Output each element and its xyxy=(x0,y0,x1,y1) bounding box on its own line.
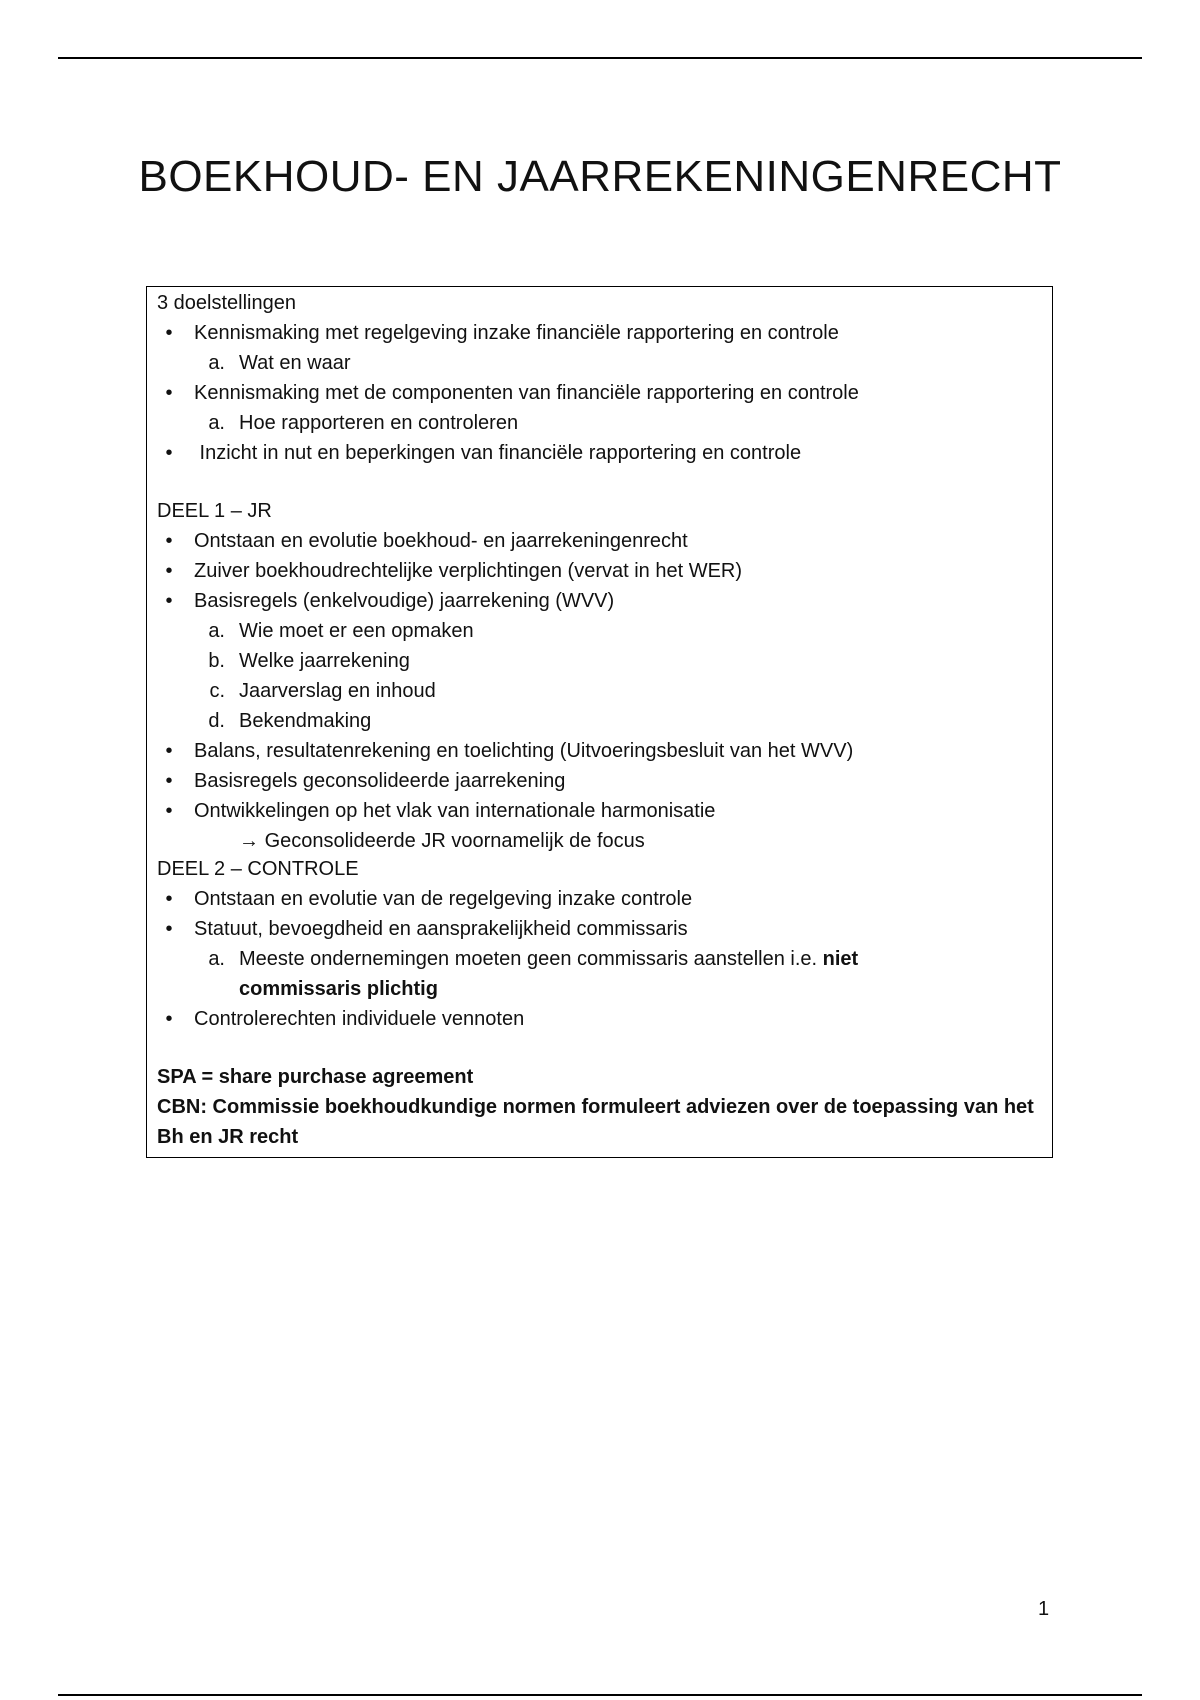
list-item xyxy=(157,884,1042,914)
arrow-note-line xyxy=(239,826,645,856)
list-item-text: Controlerechten individuele vennoten xyxy=(194,1008,525,1030)
summary-box xyxy=(146,286,1053,1158)
list-item-text: Ontwikkelingen op het vlak van internationale harmonisatie xyxy=(194,800,716,822)
top-rule xyxy=(58,57,1142,59)
intro-heading: 3 doelstellingen xyxy=(157,292,296,314)
spa-note: SPA = share purchase agreement xyxy=(157,1066,474,1088)
document-title: BOEKHOUD- EN JAARREKENINGENRECHT xyxy=(138,152,1062,201)
list-item xyxy=(157,766,1042,796)
sub-item xyxy=(157,944,1042,1004)
list-item-text: Balans, resultatenrekening en toelichting (Uitvoeringsbesluit van het WVV) xyxy=(194,740,854,762)
sub-item-text: Hoe rapporteren en controleren xyxy=(239,412,519,434)
sub-item-letter: d. xyxy=(208,710,225,732)
list-item-text: Zuiver boekhoudrechtelijke verplichtingen (vervat in het WER) xyxy=(194,560,743,582)
sub-item-letter: a. xyxy=(208,948,225,970)
bullet-icon: • xyxy=(165,442,173,464)
sub-item-text-wrap xyxy=(239,944,959,1004)
list-item-text: Ontstaan en evolutie van de regelgeving inzake controle xyxy=(194,888,693,910)
bullet-icon: • xyxy=(165,740,173,762)
sub-item-text: Wat en waar xyxy=(239,352,351,374)
deel2-heading: DEEL 2 – CONTROLE xyxy=(157,858,359,880)
arrow-note-text: Geconsolideerde JR voornamelijk de focus xyxy=(264,830,645,852)
sub-item-letter: a. xyxy=(208,352,225,374)
sub-item xyxy=(157,616,1042,646)
list-item xyxy=(157,438,1042,468)
sub-item xyxy=(157,408,1042,438)
bullet-icon: • xyxy=(165,888,173,910)
bullet-icon: • xyxy=(165,382,173,404)
list-item-text: Kennismaking met de componenten van financiële rapportering en controle xyxy=(194,382,859,404)
sub-item xyxy=(157,348,1042,378)
bullet-icon: • xyxy=(165,918,173,940)
bullet-icon: • xyxy=(165,560,173,582)
list-item xyxy=(157,736,1042,766)
page-number: 1 xyxy=(1038,1598,1050,1620)
sub-item-bold-text: niet commissaris plichtig xyxy=(239,948,859,1000)
sub-item-text: Bekendmaking xyxy=(239,710,372,732)
list-item-text: Inzicht in nut en beperkingen van financiële rapportering en controle xyxy=(194,442,802,464)
arrow-note xyxy=(157,826,1042,854)
sub-item-letter: c. xyxy=(209,680,225,702)
list-item xyxy=(157,556,1042,586)
spacer xyxy=(157,468,1042,496)
bullet-icon: • xyxy=(165,530,173,552)
spacer xyxy=(157,1034,1042,1062)
sub-item-text: Meeste ondernemingen moeten geen commissaris aanstellen i.e. xyxy=(239,948,823,970)
sub-item-text: Jaarverslag en inhoud xyxy=(239,680,436,702)
list-item-text: Basisregels geconsolideerde jaarrekening xyxy=(194,770,566,792)
list-item xyxy=(157,378,1042,408)
sub-item xyxy=(157,646,1042,676)
bullet-icon: • xyxy=(165,770,173,792)
sub-item-text: Wie moet er een opmaken xyxy=(239,620,474,642)
sub-item-letter: a. xyxy=(208,620,225,642)
bullet-icon: • xyxy=(165,1008,173,1030)
sub-item-letter: b. xyxy=(208,650,225,672)
sub-item xyxy=(157,706,1042,736)
list-item-text: Kennismaking met regelgeving inzake financiële rapportering en controle xyxy=(194,322,839,344)
bullet-icon: • xyxy=(165,590,173,612)
list-item xyxy=(157,796,1042,826)
bullet-icon: • xyxy=(165,322,173,344)
list-item-text: Ontstaan en evolutie boekhoud- en jaarrekeningenrecht xyxy=(194,530,688,552)
list-item xyxy=(157,318,1042,348)
bottom-rule xyxy=(58,1694,1142,1696)
sub-item-letter: a. xyxy=(208,412,225,434)
sub-item-text: Welke jaarrekening xyxy=(239,650,410,672)
right-arrow-icon: → xyxy=(239,830,259,852)
list-item-text: Statuut, bevoegdheid en aansprakelijkheid commissaris xyxy=(194,918,688,940)
list-item-text: Basisregels (enkelvoudige) jaarrekening (WVV) xyxy=(194,590,615,612)
list-item xyxy=(157,914,1042,944)
cbn-note: CBN: Commissie boekhoudkundige normen formuleert adviezen over de toepassing van het Bh en JR recht xyxy=(157,1096,1034,1148)
deel1-heading: DEEL 1 – JR xyxy=(157,500,272,522)
list-item xyxy=(157,586,1042,616)
list-item xyxy=(157,1004,1042,1034)
bullet-icon: • xyxy=(165,800,173,822)
sub-item xyxy=(157,676,1042,706)
list-item xyxy=(157,526,1042,556)
